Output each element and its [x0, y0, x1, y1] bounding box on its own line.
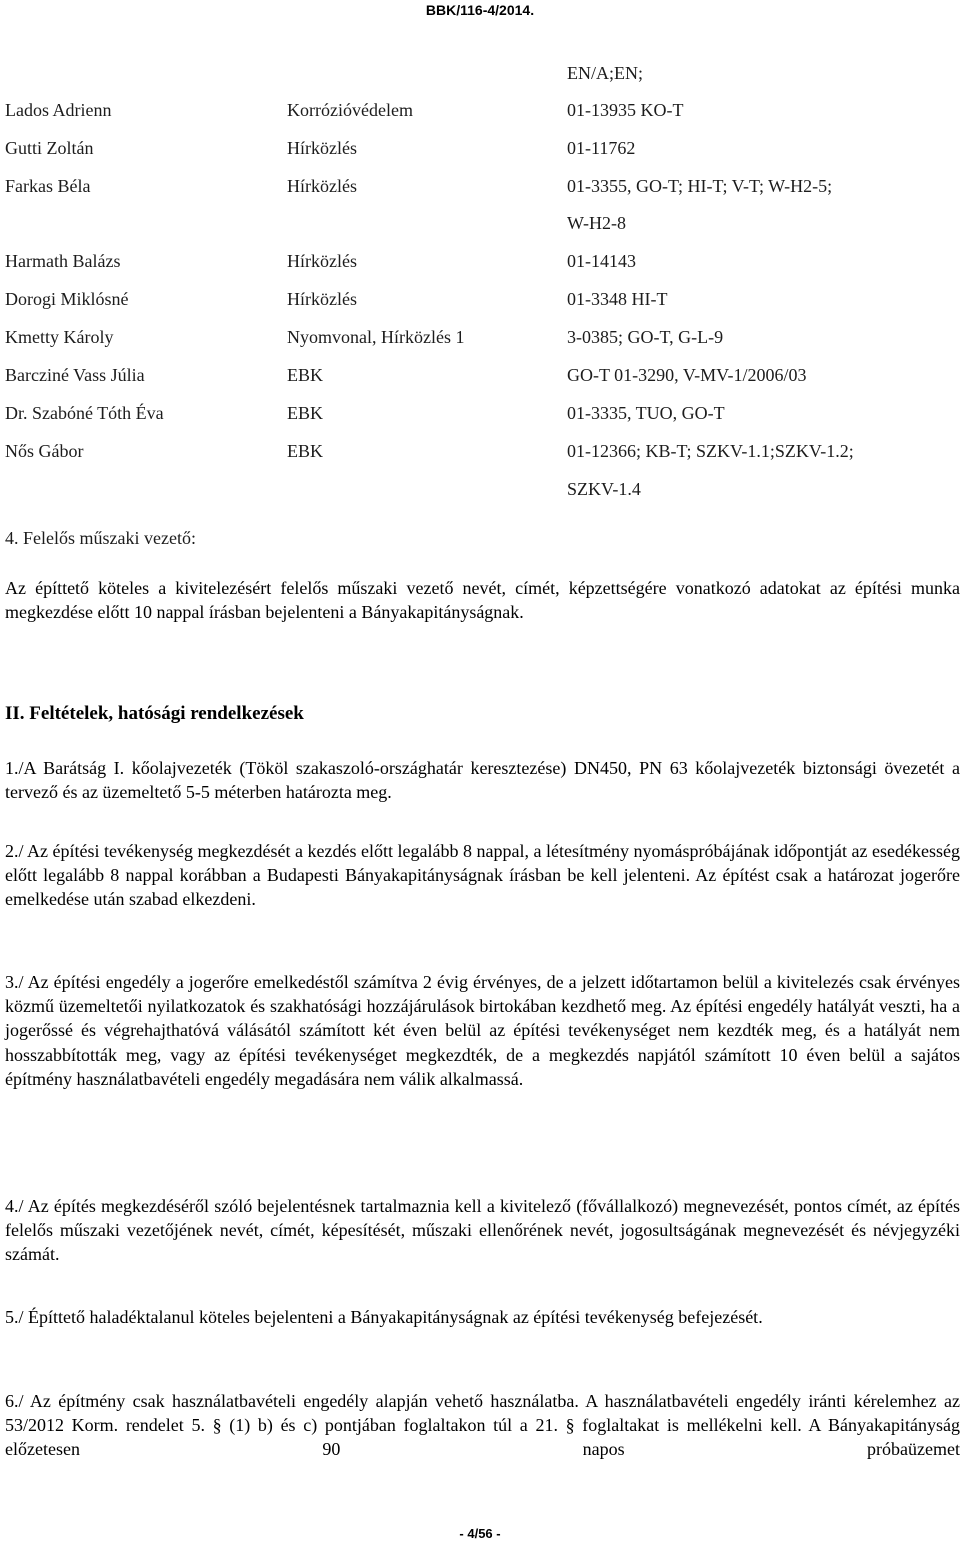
- expert-field: Hírközlés: [287, 138, 357, 158]
- expert-codes: 01-3355, GO-T; HI-T; V-T; W-H2-5;: [567, 176, 833, 196]
- condition-3: 3./ Az építési engedély a jogerőre emelkedéstől számítva 2 évig érvényes, de a jelzett időtartamon belül a kivitelezés csak érvényes közmű üzemeltetői nyilatkozatok és szakhatósági hozzájárulások birtokában kezdhető meg. Az építési engedély hatályát veszti, ha a jogerőssé és végrehajthatóvá válásától számított két éven belül az építési tevékenységet nem kezdték meg, és a hatályát nem hosszabbították meg, vagy az építési tevékenységet megkezdték, de a megkezdés napjától számított 10 éven belül a sajátos építmény használatbavételi engedély megadására nem válik alkalmassá.: [5, 972, 960, 1089]
- expert-codes: 3-0385; GO-T, G-L-9: [567, 327, 724, 347]
- expert-field: EBK: [287, 365, 323, 385]
- section-ii-title: II. Feltételek, hatósági rendelkezések: [5, 703, 304, 724]
- expert-field: EBK: [287, 441, 323, 461]
- expert-field: Hírközlés: [287, 289, 357, 309]
- section-4-text: Az építtető köteles a kivitelezésért felelős műszaki vezető nevét, címét, képzettségére vonatkozó adatokat az építési munka megkezdése előtt 10 nappal írásban bejelenteni a Bányakapitányságnak.: [5, 578, 960, 623]
- condition-2: 2./ Az építési tevékenység megkezdését a kezdés előtt legalább 8 nappal, a létesítmény nyomáspróbájának időpontját az esedékesség előtt legalább 8 nappal korábban a Budapesti Bányakapitányságnak írásban be kell jelenteni. Az építést csak a határozat jogerőre emelkedése után szabad elkezdeni.: [5, 841, 960, 910]
- expert-codes-continued: W-H2-8: [567, 213, 626, 233]
- condition-6: 6./ Az építmény csak használatbavételi engedély alapján vehető használatba. A használatbavételi engedély iránti kérelemhez az 53/2012 Korm. rendelet 5. § (1) b) és c) pontjában foglaltakon túl a 21. § foglaltakat is mellékelni kell. A Bányakapitányság előzetesen 90 napos próbaüzemet: [5, 1391, 960, 1460]
- expert-codes: 01-14143: [567, 251, 636, 271]
- section-4-heading: 4. Felelős műszaki vezető:: [5, 528, 196, 548]
- expert-field: Hírközlés: [287, 251, 357, 271]
- expert-codes: 01-12366; KB-T; SZKV-1.1;SZKV-1.2;: [567, 441, 854, 461]
- expert-field: Hírközlés: [287, 176, 357, 196]
- document-id-header: BBK/116-4/2014.: [425, 2, 535, 18]
- expert-codes: 01-11762: [567, 138, 636, 158]
- expert-name: Kmetty Károly: [5, 327, 114, 347]
- expert-name: Barcziné Vass Júlia: [5, 365, 145, 385]
- condition-1: 1./A Barátság I. kőolajvezeték (Tököl szakaszoló-országhatár keresztezése) DN450, PN 63 kőolajvezeték biztonsági övezetét a tervező és az üzemeltető 5-5 méterben határozta meg.: [5, 758, 960, 803]
- expert-codes: 01-3348 HI-T: [567, 289, 668, 309]
- expert-name: Harmath Balázs: [5, 251, 121, 271]
- codes-continuation: EN/A;EN;: [567, 63, 643, 83]
- expert-name: Farkas Béla: [5, 176, 91, 196]
- expert-codes: 01-13935 KO-T: [567, 100, 684, 120]
- expert-field: EBK: [287, 403, 323, 423]
- condition-5: 5./ Építtető haladéktalanul köteles bejelenteni a Bányakapitányságnak az építési tevékenység befejezését.: [5, 1307, 763, 1327]
- expert-field: Nyomvonal, Hírközlés 1: [287, 327, 465, 347]
- condition-4: 4./ Az építés megkezdéséről szóló bejelentésnek tartalmaznia kell a kivitelező (fővállalkozó) megnevezését, pontos címét, az építés felelős műszaki vezetőjének nevét, címét, képesítését, műszaki ellenőrének nevét, jogosultságának megnevezését és névjegyzéki számát.: [5, 1196, 960, 1265]
- expert-codes: 01-3335, TUO, GO-T: [567, 403, 725, 423]
- expert-codes-continued: SZKV-1.4: [567, 479, 641, 499]
- expert-name: Gutti Zoltán: [5, 138, 94, 158]
- page-number: - 4/56 -: [459, 1526, 501, 1541]
- expert-field: Korrózióvédelem: [287, 100, 413, 120]
- expert-name: Nős Gábor: [5, 441, 84, 461]
- expert-name: Dorogi Miklósné: [5, 289, 129, 309]
- expert-codes: GO-T 01-3290, V-MV-1/2006/03: [567, 365, 807, 385]
- expert-name: Lados Adrienn: [5, 100, 112, 120]
- expert-name: Dr. Szabóné Tóth Éva: [5, 403, 164, 423]
